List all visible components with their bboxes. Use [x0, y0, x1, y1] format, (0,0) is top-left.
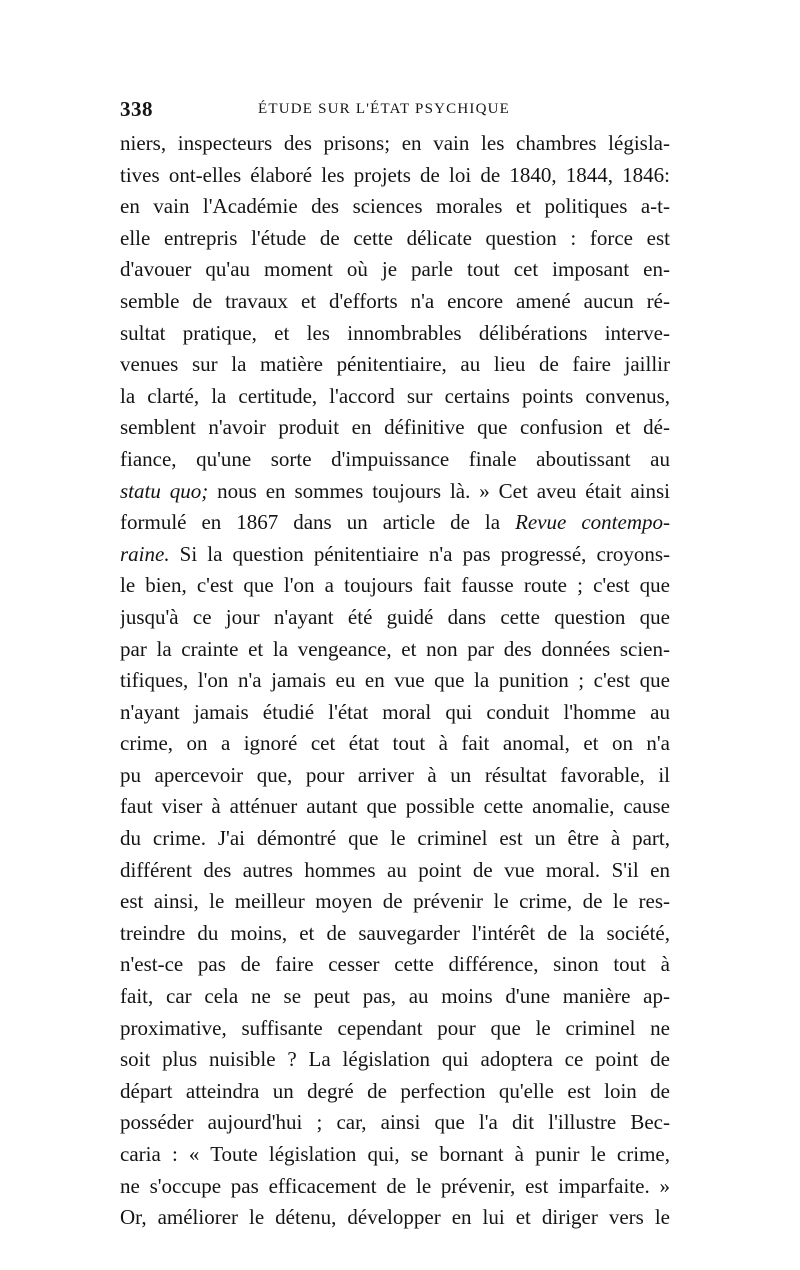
line-text: jusqu'à ce jour n'ayant été guidé dans cette question que — [120, 604, 670, 629]
line-text: en vain l'Académie des sciences morales et politiques a-t- — [120, 194, 670, 219]
text-line — [120, 634, 670, 666]
line-text: par la crainte et la vengeance, et non par des données scien- — [120, 636, 670, 661]
line-text: venues sur la matière pénitentiaire, au lieu de faire jaillir — [120, 352, 670, 377]
text-line — [120, 507, 670, 539]
line-text: fait, car cela ne se peut pas, au moins d'une manière ap- — [120, 984, 670, 1009]
text-line — [120, 539, 670, 571]
running-title: ÉTUDE SUR L'ÉTAT PSYCHIQUE — [258, 101, 511, 117]
line-text: semble de travaux et d'efforts n'a encore amené aucun ré- — [120, 288, 670, 313]
line-text: pu apercevoir que, pour arriver à un résultat favorable, il — [120, 762, 670, 787]
text-line — [120, 918, 670, 950]
text-line — [120, 886, 670, 918]
line-text: la clarté, la certitude, l'accord sur certains points convenus, — [120, 383, 670, 408]
page-number: 338 — [120, 97, 153, 121]
text-line — [120, 981, 670, 1013]
text-line — [120, 1139, 670, 1171]
line-text: nous en sommes toujours là. » Cet aveu était ainsi — [208, 478, 670, 503]
text-line — [120, 412, 670, 444]
line-text: crime, on a ignoré cet état tout à fait anomal, et on n'a — [120, 731, 670, 756]
text-line — [120, 760, 670, 792]
line-text: semblent n'avoir produit en définitive que confusion et dé- — [120, 415, 670, 440]
text-line — [120, 160, 670, 192]
line-text: treindre du moins, et de sauvegarder l'intérêt de la société, — [120, 920, 670, 945]
text-line — [120, 728, 670, 760]
text-line — [120, 1202, 670, 1234]
line-text: Si la question pénitentiaire n'a pas progressé, croyons- — [169, 541, 670, 566]
line-text: formulé en 1867 dans un article de la — [120, 510, 516, 535]
text-line — [120, 823, 670, 855]
text-line — [120, 791, 670, 823]
text-line — [120, 476, 670, 508]
line-text: départ atteindra un degré de perfection qu'elle est loin de — [120, 1078, 670, 1103]
text-line — [120, 128, 670, 160]
text-line — [120, 349, 670, 381]
text-line — [120, 444, 670, 476]
italic-text: raine. — [120, 541, 170, 566]
text-line — [120, 1107, 670, 1139]
line-text: du crime. J'ai démontré que le criminel est un être à part, — [120, 826, 670, 851]
text-line — [120, 286, 670, 318]
line-text: d'avouer qu'au moment où je parle tout cet imposant en- — [120, 257, 670, 282]
text-line — [120, 223, 670, 255]
text-line — [120, 191, 670, 223]
line-text: faut viser à atténuer autant que possible cette anomalie, cause — [120, 794, 670, 819]
line-text: est ainsi, le meilleur moyen de prévenir le crime, de le res- — [120, 889, 670, 914]
text-line — [120, 570, 670, 602]
line-text: le bien, c'est que l'on a toujours fait fausse route ; c'est que — [120, 573, 670, 598]
line-text: soit plus nuisible ? La législation qui adoptera ce point de — [120, 1047, 670, 1072]
line-text: caria : « Toute législation qui, se bornant à punir le crime, — [120, 1142, 670, 1166]
text-line — [120, 665, 670, 697]
text-line — [120, 949, 670, 981]
line-text: posséder aujourd'hui ; car, ainsi que l'a dit l'illustre Bec- — [120, 1110, 670, 1135]
line-text: n'est-ce pas de faire cesser cette différence, sinon tout à — [120, 952, 670, 977]
line-text: différent des autres hommes au point de vue moral. S'il en — [120, 857, 670, 882]
body-text — [120, 128, 670, 1234]
line-text: proximative, suffisante cependant pour que le criminel ne — [120, 1015, 670, 1040]
line-text: elle entrepris l'étude de cette délicate question : force est — [120, 225, 670, 250]
line-text: ne s'occupe pas efficacement de le prévenir, est imparfaite. » — [120, 1173, 670, 1198]
line-text: Or, améliorer le détenu, développer en lui et diriger vers le — [120, 1205, 670, 1230]
text-line — [120, 697, 670, 729]
text-line — [120, 855, 670, 887]
line-text: tives ont-elles élaboré les projets de loi de 1840, 1844, 1846: — [120, 162, 670, 187]
line-text: niers, inspecteurs des prisons; en vain les chambres législa- — [120, 131, 670, 155]
text-line — [120, 1076, 670, 1108]
text-line — [120, 1013, 670, 1045]
line-text: fiance, qu'une sorte d'impuissance finale aboutissant au — [120, 446, 670, 471]
line-text: n'ayant jamais étudié l'état moral qui conduit l'homme au — [120, 699, 670, 724]
text-line — [120, 602, 670, 634]
page-header — [120, 97, 665, 119]
italic-text: statu quo; — [120, 478, 209, 503]
italic-text: Revue contempo- — [515, 510, 670, 535]
text-line — [120, 254, 670, 286]
text-line — [120, 318, 670, 350]
line-text: tifiques, l'on n'a jamais eu en vue que la punition ; c'est que — [120, 668, 670, 693]
text-line — [120, 381, 670, 413]
text-line — [120, 1044, 670, 1076]
line-text: sultat pratique, et les innombrables délibérations interve- — [120, 320, 670, 345]
text-line — [120, 1171, 670, 1203]
